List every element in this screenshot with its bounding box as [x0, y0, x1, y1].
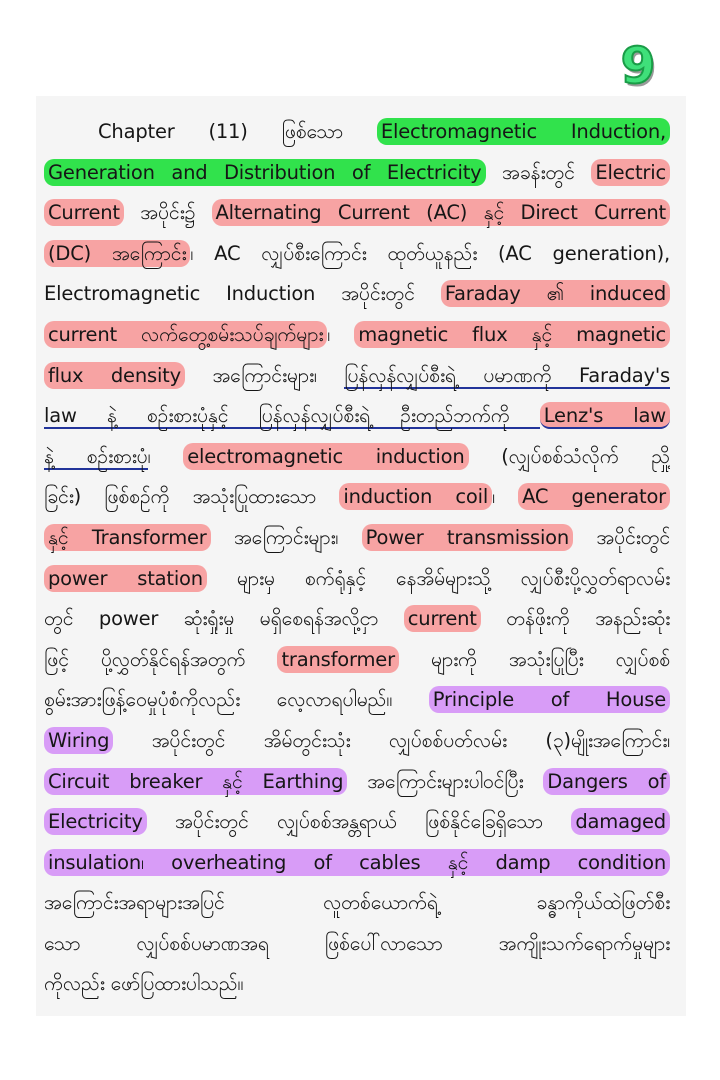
highlighted-text: current လက်တွေ့စမ်းသပ်ချက်များ [44, 321, 327, 348]
text-segment: အပိုင်းတွင် [573, 525, 670, 549]
text-segment: တွင် power ဆုံးရှုံးမှု မရှိစေရန်အလို့ငှာ [44, 607, 404, 631]
text-line [44, 680, 670, 721]
text-line [44, 356, 670, 397]
highlighted-text: induction coil [339, 483, 492, 510]
text-segment: ၊ AC လျှပ်စီးကြောင်း ထုတ်ယူနည်း (AC generation), [190, 241, 670, 265]
highlighted-text: Faraday ၏ induced [441, 280, 670, 307]
highlighted-text: current [404, 605, 481, 632]
text-line [44, 437, 670, 478]
text-segment: ခြင်း) ဖြစ်စဉ်ကို အသုံးပြုထားသော [44, 485, 340, 509]
highlighted-text: Principle of House [429, 686, 670, 713]
highlighted-text: Lenz's law [540, 402, 670, 429]
text-segment: များကို အသုံးပြုပြီး လျှပ်စစ် [398, 647, 670, 671]
text-line [44, 802, 670, 843]
text-line [44, 315, 670, 356]
highlighted-text: Current [44, 199, 124, 226]
highlighted-text: damaged [571, 808, 670, 835]
text-segment: အခန်းတွင် [485, 160, 592, 184]
text-segment: ဖြင့် ပို့လွှတ်နိုင်ရန်အတွက် [44, 647, 278, 671]
text-line [44, 274, 670, 315]
highlighted-text: flux density [44, 362, 185, 389]
text-line [44, 559, 670, 600]
text-segment: ၊ [327, 322, 355, 346]
highlighted-text: Dangers of [543, 768, 670, 795]
highlighted-text: magnetic flux နှင့် magnetic [354, 321, 670, 348]
text-segment: များမှ စက်ရုံနှင့် နေအိမ်များသို့ လျှပ်စီးပို့လွှတ်ရာလမ်း [206, 566, 670, 590]
text-line [44, 762, 670, 803]
highlighted-text: Electromagnetic Induction, [377, 118, 670, 145]
text-segment: Electromagnetic Induction အပိုင်းတွင် [44, 282, 441, 306]
highlighted-text: Electricity [44, 808, 147, 835]
text-segment: အကြောင်းများပါဝင်ပြီး [347, 769, 544, 793]
text-line [44, 518, 670, 559]
highlighted-text: နှင့် Transformer [44, 524, 211, 551]
text-line [44, 396, 670, 437]
text-line [44, 234, 670, 275]
underlined-text: law နဲ့ စဉ်းစားပုံနှင့် ပြန်လှန်လျှပ်စီးရဲ့ ဦးတည်ဘက်ကို [44, 404, 540, 428]
highlighted-text: AC generator [518, 483, 670, 510]
highlighted-text: (DC) အကြောင်း [44, 240, 190, 267]
text-line [44, 599, 670, 640]
text-segment: အကြောင်းများ၊ [184, 363, 345, 387]
text-line [44, 640, 670, 681]
highlighted-text: Electric [591, 159, 670, 186]
text-segment: အပိုင်းတွင် အိမ်တွင်းသုံး လျှပ်စစ်ပတ်လမ်း (၃)မျိုးအကြောင်း၊ [113, 728, 670, 752]
text-segment: တန်ဖိုးကို အနည်းဆုံး [480, 607, 670, 631]
text-line [44, 193, 670, 234]
underlined-text: ပြန်လှန်လျှပ်စီးရဲ့ ပမာဏကို Faraday's [344, 363, 670, 387]
text-segment: ၊ [492, 485, 519, 509]
text-line [44, 843, 670, 884]
highlighted-text: Alternating Current (AC) နှင့် Direct Current [212, 199, 671, 226]
text-segment: အကြောင်းများ၊ [210, 525, 362, 549]
text-line [44, 883, 670, 924]
text-segment: Chapter (11) ဖြစ်သော [98, 120, 377, 143]
highlighted-text: transformer [277, 646, 398, 673]
text-line [44, 924, 670, 965]
highlighted-text: Wiring [44, 727, 113, 754]
underlined-text: နဲ့ စဉ်းစားပုံ [44, 444, 148, 468]
text-segment: အပိုင်း၌ [123, 201, 212, 225]
highlighted-text: Circuit breaker နှင့် Earthing [44, 768, 347, 795]
text-segment: အပိုင်းတွင် လျှပ်စစ်အန္တရာယ် ဖြစ်နိုင်ခြေရှိသော [146, 810, 572, 834]
text-segment: အကြောင်းအရာများအပြင် လူတစ်ယောက်ရဲ့ ခန္ဓာကိုယ်ထဲဖြတ်စီး [44, 891, 670, 915]
text-segment: စွမ်းအားဖြန့်ဝေမှုပုံစံကိုလည်း လေ့လာရပါမည်။ [44, 688, 429, 712]
text-line [44, 721, 670, 762]
page-number-badge: 9 [620, 37, 656, 95]
highlighted-text: electromagnetic induction [183, 443, 468, 470]
text-segment: ၊ [147, 444, 184, 468]
text-segment: (လျှပ်စစ်သံလိုက် ညှို့ [468, 444, 670, 468]
highlighted-text: power station [44, 565, 207, 592]
text-segment: သော လျှပ်စစ်ပမာဏအရ ဖြစ်ပေါ်လာသော အကျိုးသက်ရောက်မှုများ [44, 931, 670, 955]
text-line [44, 153, 670, 194]
text-line [44, 112, 670, 153]
paragraph [44, 112, 670, 1005]
highlighted-text: Generation and Distribution of Electricity [44, 159, 486, 186]
highlighted-text: Power transmission [362, 524, 573, 551]
highlighted-text: insulation၊ overheating of cables နှင့် damp condition [44, 849, 670, 876]
text-segment: ကိုလည်း ဖော်ပြထားပါသည်။ [44, 972, 244, 996]
text-line [44, 964, 670, 1005]
text-line [44, 477, 670, 518]
